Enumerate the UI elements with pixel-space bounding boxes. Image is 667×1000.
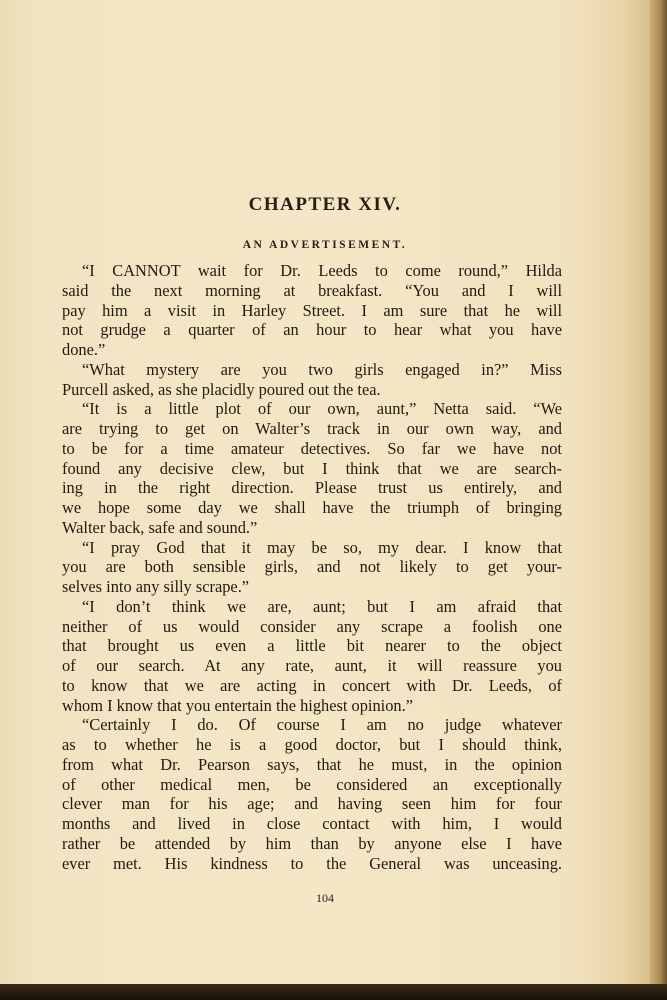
text-line: Walter back, safe and sound.” <box>62 517 258 537</box>
text-line: found any decisive clew, but I think that we are search- <box>62 458 562 478</box>
text-line: not grudge a quarter of an hour to hear what you have <box>62 320 562 340</box>
body-text <box>62 261 562 873</box>
text-line: Purcell asked, as she placidly poured out the tea. <box>62 379 381 399</box>
text-line: “I pray God that it may be so, my dear. I know that <box>82 537 562 557</box>
page-edge-bottom <box>0 984 667 1000</box>
chapter-subtitle: AN ADVERTISEMENT. <box>242 239 408 251</box>
text-line: clever man for his age; and having seen him for four <box>62 794 562 814</box>
text-line: rather be attended by him than by anyone else I have <box>62 833 562 853</box>
text-line: neither of us would consider any scrape a foolish one <box>62 616 562 636</box>
text-line: to be for a time amateur detectives. So far we have not <box>62 438 562 458</box>
text-line: whom I know that you entertain the highest opinion.” <box>62 695 413 715</box>
text-line: selves into any silly scrape.” <box>62 577 250 596</box>
text-line: “What mystery are you two girls engaged in?” Miss <box>82 359 562 379</box>
text-line: you are both sensible girls, and not likely to get your- <box>62 557 562 577</box>
text-line: that brought us even a little bit nearer to the object <box>62 636 562 656</box>
text-line: as to whether he is a good doctor, but I should think, <box>62 735 562 754</box>
text-line: “Certainly I do. Of course I am no judge whatever <box>82 715 562 735</box>
chapter-title: CHAPTER XIV. <box>248 194 402 215</box>
text-line: done.” <box>62 340 106 359</box>
text-line: of other medical men, be considered an exceptionally <box>62 774 562 794</box>
text-line: from what Dr. Pearson says, that he must, in the opinion <box>62 754 562 774</box>
text-line: ing in the right direction. Please trust us entirely, and <box>62 478 562 498</box>
text-line: ever met. His kindness to the General was unceasing. <box>62 853 562 873</box>
text-line: “It is a little plot of our own, aunt,” Netta said. “We <box>82 399 562 419</box>
text-line: are trying to get on Walter’s track in our own way, and <box>62 419 562 438</box>
page-edge-right <box>650 0 667 984</box>
text-line: pay him a visit in Harley Street. I am sure that he will <box>62 300 562 320</box>
text-line: “I don’t think we are, aunt; but I am afraid that <box>82 596 562 616</box>
text-line: months and lived in close contact with him, I would <box>62 814 562 833</box>
text-line: of our search. At any rate, aunt, it will reassure you <box>62 656 562 675</box>
text-line: “I CANNOT wait for Dr. Leeds to come round,” Hilda <box>82 261 562 280</box>
page-number: 104 <box>316 891 334 905</box>
text-line: said the next morning at breakfast. “You and I will <box>62 280 562 300</box>
text-line: to know that we are acting in concert with Dr. Leeds, of <box>62 675 562 695</box>
text-line: we hope some day we shall have the triumph of bringing <box>62 498 562 517</box>
